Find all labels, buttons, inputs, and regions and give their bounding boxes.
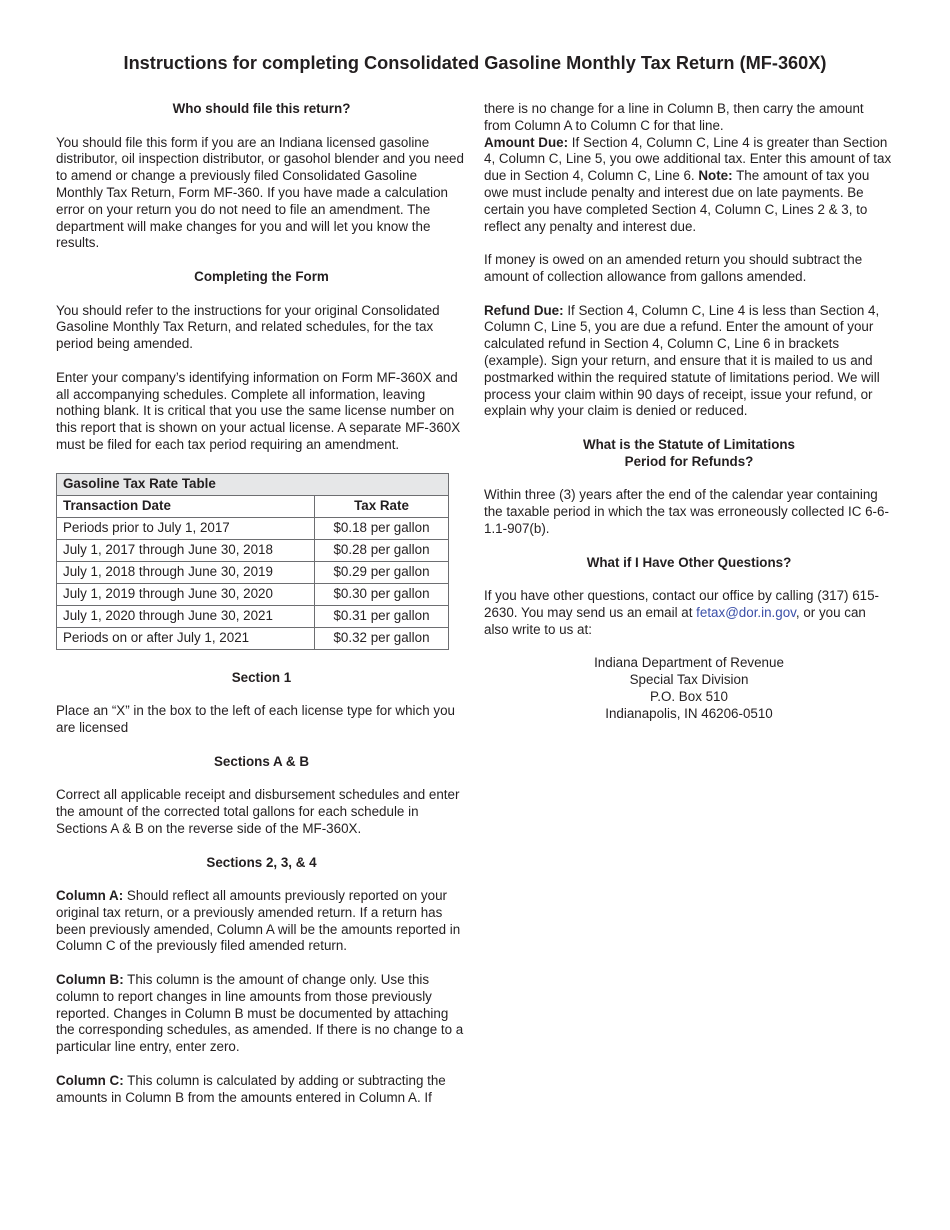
rate-table-date-cell: July 1, 2017 through June 30, 2018: [57, 539, 315, 561]
amount-due-text: If Section 4, Column C, Line 4 is greater than Section 4, Column C, Line 5, you owe additional tax. Enter this amount of tax due in Section 4, Column C, Line 6.: [484, 134, 892, 184]
table-row: [57, 561, 449, 583]
other-questions-heading: What if I Have Other Questions?: [586, 554, 792, 570]
amount-due-label: Amount Due:: [484, 134, 569, 150]
column-c-paragraph: [56, 1073, 467, 1107]
left-column: [56, 101, 467, 1106]
amount-due-paragraph: [484, 135, 894, 236]
completing-form-heading: Completing the Form: [194, 268, 329, 284]
sections-a-b-text: Correct all applicable receipt and disbursement schedules and enter the amount of the corrected total gallons for each schedule in Sections A & B on the reverse side of the MF-360X.: [56, 787, 460, 836]
address-line: Indianapolis, IN 46206-0510: [605, 705, 773, 721]
column-b-label: Column B:: [56, 972, 124, 988]
column-b-paragraph: [56, 972, 467, 1056]
statute-of-limitations-heading: [484, 437, 894, 471]
statute-text: Within three (3) years after the end of the calendar year containing the taxable period in which the tax was erroneously collected IC 6-6-1.1-907(b).: [484, 487, 889, 536]
column-a-text: Should reflect all amounts previously reported on your original tax return, or a previously amended return. If a return has been previously amended, Column A will be the amounts reported in Column C of the previously filed amended return.: [56, 888, 461, 954]
rate-table-rate-cell: $0.32 per gallon: [315, 627, 449, 649]
who-should-file-heading: Who should file this return?: [172, 101, 351, 116]
table-row: [57, 517, 449, 539]
rate-table-header-date: Transaction Date: [57, 495, 315, 517]
table-row: [57, 583, 449, 605]
refund-due-paragraph: [484, 303, 894, 421]
rate-table-rate-cell: $0.28 per gallon: [315, 539, 449, 561]
note-label: Note:: [698, 168, 733, 184]
table-row: [57, 605, 449, 627]
page-title: Instructions for completing Consolidated Gasoline Monthly Tax Return (MF-360X): [123, 53, 827, 73]
refund-due-text: If Section 4, Column C, Line 4 is less than Section 4, Column C, Line 5, you are due a refund. Enter the amount of your calculated refund in Section 4, Column C, Line 6 in brackets (example). Sign your return, and ensure that it is mailed to us and postmarked within the required statute of limitations period. We will process your claim within 90 days of receipt, issue your refund, or explain why your claim is denied or reduced.: [484, 302, 880, 419]
rate-table-caption: Gasoline Tax Rate Table: [57, 473, 449, 495]
mailing-address: [484, 655, 894, 722]
email-link[interactable]: fetax@dor.in.gov: [696, 604, 796, 620]
table-row: [57, 627, 449, 649]
rate-table-date-cell: July 1, 2018 through June 30, 2019: [57, 561, 315, 583]
rate-table-rate-cell: $0.30 per gallon: [315, 583, 449, 605]
completing-form-text-2: Enter your company’s identifying information on Form MF-360X and all accompanying schedules. Complete all information, leaving nothing blank. It is critical that you use the same license number on this report that is shown on your actual license. A separate MF-360X must be filed for each tax period requiring an amendment.: [56, 369, 461, 452]
rate-table-rate-cell: $0.31 per gallon: [315, 605, 449, 627]
address-line: Indiana Department of Revenue: [594, 655, 784, 671]
section-1-text: Place an “X” in the box to the left of each license type for which you are licensed: [56, 703, 455, 736]
rate-table-rate-cell: $0.29 per gallon: [315, 561, 449, 583]
address-line: P.O. Box 510: [650, 688, 728, 704]
column-b-text: This column is the amount of change only. Use this column to report changes in line amounts from those previously reported. Changes in Column B must be documented by attaching the corresponding schedules, as amended. If there is no change to a particular line entry, enter zero.: [56, 972, 464, 1055]
sections-a-b-heading: Sections A & B: [214, 753, 309, 769]
column-a-label: Column A:: [56, 888, 124, 904]
statute-heading-line-2: Period for Refunds?: [624, 453, 754, 469]
other-questions-text-2: , or you can also write to us at:: [484, 604, 866, 637]
address-line: Special Tax Division: [629, 672, 749, 688]
who-should-file-text: You should file this form if you are an Indiana licensed gasoline distributor, oil inspection distributor, or gasohol blender and you need to amend or change a previously filed Consolidated Gasoline Monthly Tax Return, Form MF-360. If you have made a calculation error on your return you do not need to file an amendment. The department will make changes for you and will let you know the results.: [56, 134, 464, 251]
note-text: The amount of tax you owe must include penalty and interest due on late payments. Be certain you have completed Section 4, Column C, Lines 2 & 3, to reflect any penalty and interest due.: [484, 168, 870, 234]
rate-table-date-cell: Periods on or after July 1, 2021: [57, 627, 315, 649]
completing-form-text-1: You should refer to the instructions for your original Consolidated Gasoline Monthly Tax Return, and related schedules, for the tax period being amended.: [56, 302, 440, 352]
refund-due-label: Refund Due:: [484, 302, 564, 318]
sections-2-3-4-heading: Sections 2, 3, & 4: [206, 854, 317, 870]
rate-table-date-cell: Periods prior to July 1, 2017: [57, 517, 315, 539]
rate-table-rate-cell: $0.18 per gallon: [315, 517, 449, 539]
column-c-label: Column C:: [56, 1072, 124, 1088]
right-column: [484, 101, 894, 722]
rate-table-date-cell: July 1, 2020 through June 30, 2021: [57, 605, 315, 627]
column-a-paragraph: [56, 888, 467, 955]
column-c-continuation: there is no change for a line in Column B, then carry the amount from Column A to Column C for that line.: [484, 101, 864, 133]
column-c-text: This column is calculated by adding or subtracting the amounts in Column B from the amounts entered in Column A. If: [56, 1072, 446, 1105]
statute-heading-line-1: What is the Statute of Limitations: [582, 436, 796, 452]
table-row: [57, 539, 449, 561]
rate-table-date-cell: July 1, 2019 through June 30, 2020: [57, 583, 315, 605]
gasoline-tax-rate-table: [56, 473, 449, 650]
other-questions-paragraph: [484, 588, 894, 638]
rate-table-header-rate: Tax Rate: [315, 495, 449, 517]
section-1-heading: Section 1: [231, 669, 292, 685]
money-owed-text: If money is owed on an amended return you should subtract the amount of collection allowance from gallons amended.: [484, 252, 863, 284]
other-questions-text-1: If you have other questions, contact our office by calling (317) 615-2630. You may send us an email at: [484, 588, 880, 620]
